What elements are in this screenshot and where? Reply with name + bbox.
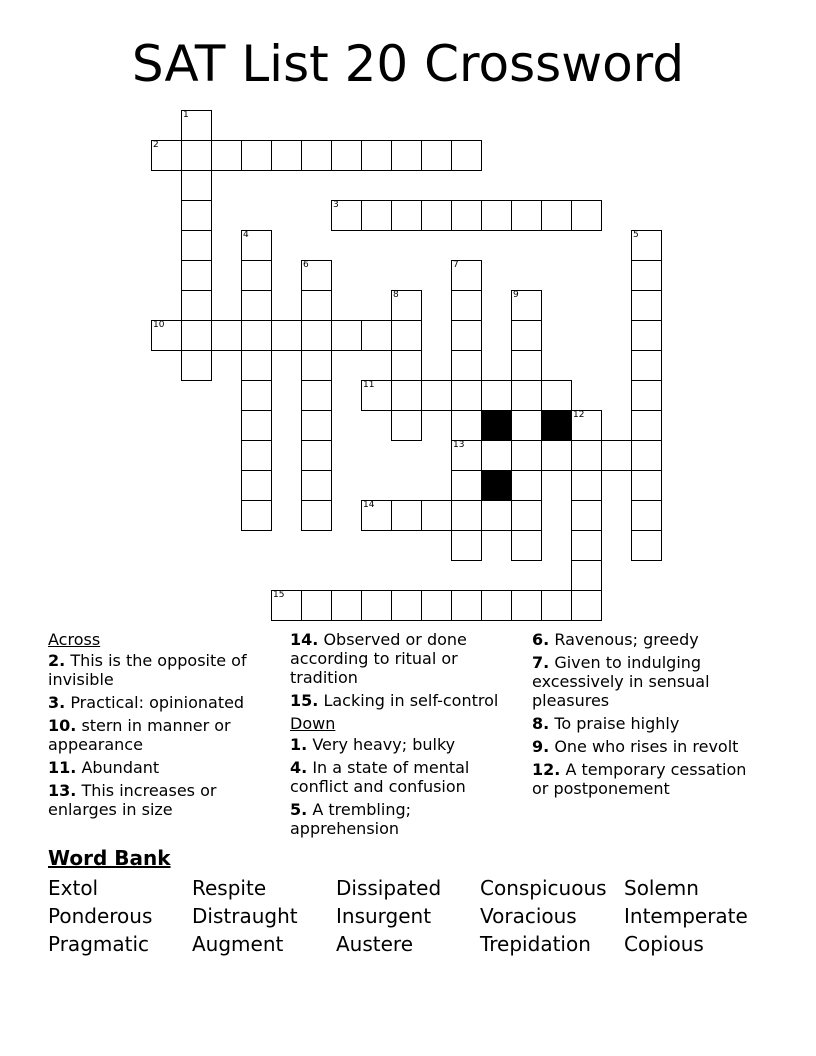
grid-cell[interactable] [331,320,362,351]
grid-cell[interactable] [571,440,602,471]
grid-cell[interactable] [181,170,212,201]
grid-cell[interactable] [301,500,332,531]
grid-cell[interactable] [571,470,602,501]
grid-cell[interactable] [541,440,572,471]
clues-column-2 [290,630,520,842]
word-bank-item: Solemn [624,876,699,900]
grid-cell[interactable] [331,200,362,231]
clue-number: 12 [573,410,585,420]
grid-cell[interactable] [481,440,512,471]
grid-cell[interactable] [631,230,662,261]
down-heading: Down [290,714,336,733]
grid-cell[interactable] [421,590,452,621]
grid-cell[interactable] [481,200,512,231]
word-bank-item: Pragmatic [48,932,150,956]
clue-number: 10 [153,320,165,330]
grid-cell[interactable] [631,530,662,561]
grid-cell[interactable] [241,230,272,261]
clue-down-4: 4. In a state of mental conflict and confusion [290,758,470,796]
grid-cell[interactable] [571,500,602,531]
grid-cell[interactable] [301,410,332,441]
word-bank-item: Ponderous [48,904,153,928]
word-bank-item: Dissipated [336,876,442,900]
grid-cell[interactable] [631,500,662,531]
grid-cell[interactable] [451,350,482,381]
grid-cell[interactable] [421,140,452,171]
grid-cell[interactable] [241,320,272,351]
grid-cell[interactable] [571,590,602,621]
grid-cell[interactable] [391,410,422,441]
grid-cell[interactable] [241,260,272,291]
grid-cell[interactable] [361,500,392,531]
grid-cell[interactable] [211,320,242,351]
grid-cell[interactable] [241,410,272,441]
grid-cell[interactable] [451,440,482,471]
clue-down-12: 12. A temporary cessation or postponement [532,760,747,798]
clue-number: 3 [333,200,339,210]
clue-number: 14 [363,500,375,510]
grid-cell[interactable] [571,530,602,561]
grid-cell[interactable] [361,200,392,231]
grid-cell[interactable] [271,140,302,171]
word-bank-item: Distraught [192,904,298,928]
clue-down-8: 8. To praise highly [532,714,680,733]
grid-cell[interactable] [301,320,332,351]
grid-cell[interactable] [181,350,212,381]
word-bank-item: Austere [336,932,414,956]
grid-block [481,470,512,501]
grid-cell[interactable] [241,500,272,531]
grid-cell[interactable] [301,380,332,411]
grid-cell[interactable] [391,290,422,321]
grid-cell[interactable] [241,470,272,501]
grid-cell[interactable] [301,350,332,381]
grid-cell[interactable] [271,320,302,351]
grid-cell[interactable] [271,590,302,621]
grid-cell[interactable] [241,440,272,471]
grid-cell[interactable] [331,590,362,621]
grid-cell[interactable] [301,470,332,501]
grid-cell[interactable] [631,380,662,411]
word-bank-item: Voracious [480,904,577,928]
grid-cell[interactable] [511,410,542,441]
grid-cell[interactable] [631,320,662,351]
word-bank-item: Insurgent [336,904,432,928]
word-bank-item: Conspicuous [480,876,607,900]
grid-cell[interactable] [391,140,422,171]
grid-cell[interactable] [451,320,482,351]
clue-across-15: 15. Lacking in self-control [290,691,499,710]
grid-cell[interactable] [541,200,572,231]
grid-cell[interactable] [511,320,542,351]
clue-down-7: 7. Given to indulging excessively in sensual pleasures [532,653,710,710]
clue-number: 6 [303,260,309,270]
grid-cell[interactable] [241,290,272,321]
grid-cell[interactable] [391,350,422,381]
grid-cell[interactable] [631,410,662,441]
grid-cell[interactable] [181,200,212,231]
clue-number: 4 [243,230,249,240]
grid-cell[interactable] [421,200,452,231]
grid-cell[interactable] [181,260,212,291]
word-bank-item: Extol [48,876,99,900]
grid-cell[interactable] [511,200,542,231]
grid-cell[interactable] [211,140,242,171]
clue-number: 15 [273,590,285,600]
clue-number: 13 [453,440,465,450]
clues-column-3 [532,630,762,802]
grid-cell[interactable] [361,140,392,171]
grid-cell[interactable] [181,290,212,321]
grid-cell[interactable] [451,260,482,291]
grid-cell[interactable] [361,380,392,411]
clue-down-1: 1. Very heavy; bulky [290,735,456,754]
grid-cell[interactable] [181,230,212,261]
grid-cell[interactable] [481,380,512,411]
grid-block [481,410,512,441]
grid-cell[interactable] [451,140,482,171]
word-bank-item: Trepidation [480,932,591,956]
grid-cell[interactable] [481,500,512,531]
grid-cell[interactable] [511,500,542,531]
grid-cell[interactable] [421,380,452,411]
grid-cell[interactable] [181,140,212,171]
grid-cell[interactable] [511,470,542,501]
grid-cell[interactable] [361,320,392,351]
clue-number: 11 [363,380,375,390]
grid-cell[interactable] [511,440,542,471]
grid-cell[interactable] [511,530,542,561]
grid-cell[interactable] [181,110,212,141]
grid-cell[interactable] [541,590,572,621]
grid-cell[interactable] [631,290,662,321]
grid-cell[interactable] [391,590,422,621]
grid-cell[interactable] [241,350,272,381]
grid-cell[interactable] [601,440,632,471]
word-bank-item: Respite [192,876,267,900]
clue-down-6: 6. Ravenous; greedy [532,630,699,649]
word-bank-title: Word Bank [48,846,171,870]
grid-cell[interactable] [331,140,362,171]
word-bank-item: Augment [192,932,284,956]
clue-across-3: 3. Practical: opinionated [48,693,245,712]
grid-cell[interactable] [421,500,452,531]
grid-cell[interactable] [571,410,602,441]
grid-cell[interactable] [451,200,482,231]
clue-across-10: 10. stern in manner or appearance [48,716,231,754]
grid-cell[interactable] [301,140,332,171]
word-bank-item: Copious [624,932,704,956]
grid-cell[interactable] [391,200,422,231]
clue-across-13: 13. This increases or enlarges in size [48,781,217,819]
grid-cell[interactable] [301,440,332,471]
grid-cell[interactable] [541,380,572,411]
grid-block [541,410,572,441]
grid-cell[interactable] [481,590,512,621]
across-heading: Across [48,630,101,649]
grid-cell[interactable] [361,590,392,621]
page-title: SAT List 20 Crossword [131,35,685,93]
grid-cell[interactable] [451,380,482,411]
clues-column-1 [48,630,273,823]
grid-cell[interactable] [631,440,662,471]
grid-cell[interactable] [511,590,542,621]
grid-cell[interactable] [451,500,482,531]
grid-cell[interactable] [301,590,332,621]
clue-down-9: 9. One who rises in revolt [532,737,739,756]
clue-number: 8 [393,290,399,300]
grid-cell[interactable] [301,290,332,321]
clue-number: 9 [513,290,519,300]
clue-across-11: 11. Abundant [48,758,160,777]
grid-cell[interactable] [181,320,212,351]
grid-cell[interactable] [511,380,542,411]
grid-cell[interactable] [451,590,482,621]
grid-cell[interactable] [241,140,272,171]
grid-cell[interactable] [511,290,542,321]
grid-cell[interactable] [571,560,602,591]
grid-cell[interactable] [451,470,482,501]
word-bank-item: Intemperate [624,904,748,928]
grid-cell[interactable] [451,290,482,321]
grid-cell[interactable] [151,320,182,351]
grid-cell[interactable] [511,350,542,381]
clue-number: 7 [453,260,459,270]
clue-number: 5 [633,230,639,240]
grid-cell[interactable] [631,350,662,381]
grid-cell[interactable] [391,380,422,411]
grid-cell[interactable] [451,530,482,561]
clue-across-2: 2. This is the opposite of invisible [48,651,247,689]
clue-number: 2 [153,140,159,150]
grid-cell[interactable] [151,140,182,171]
grid-cell[interactable] [631,260,662,291]
grid-cell[interactable] [571,200,602,231]
grid-cell[interactable] [631,470,662,501]
clue-number: 1 [183,110,189,120]
grid-cell[interactable] [451,410,482,441]
grid-cell[interactable] [391,500,422,531]
grid-cell[interactable] [391,320,422,351]
grid-cell[interactable] [241,380,272,411]
grid-cell[interactable] [301,260,332,291]
clue-across-14: 14. Observed or done according to ritual or tradition [290,630,467,687]
clue-down-5: 5. A trembling; apprehension [290,800,412,838]
